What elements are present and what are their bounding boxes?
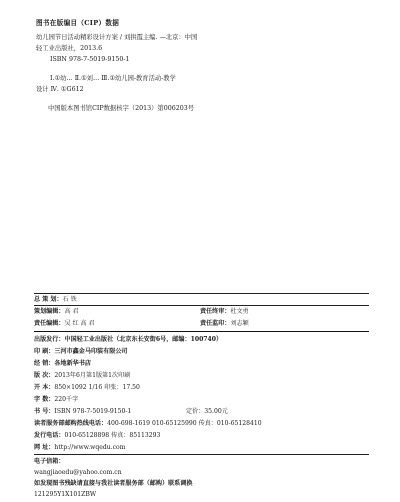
cip-isbn: ISBN 978-7-5019-9150-1 [50,56,130,63]
credit-planner-value: 石 铁 [62,296,77,303]
pub-email [34,458,64,466]
cip-subject-line-2: 设计 Ⅳ. ①G612 [36,86,84,93]
cip-publisher-line: 轻工业出版社，2013.6 [36,45,103,52]
pub-sales-phone [34,432,160,440]
cip-title-line: 幼儿园节日活动精彩设计方案 / 刘拱霞主编. —北京：中国 [36,34,198,41]
credit-row-editors [34,308,369,316]
pub-edition-label: 版 次： [34,372,55,379]
pub-hotline-value: 400-698-1619 010-65125990 传真：010-65128410 [107,420,262,427]
pub-hotline [34,420,262,428]
credit-planner-label: 总 策 划： [34,296,63,303]
pub-wordcount [34,396,78,404]
pub-format [34,384,140,392]
credit-planner [34,296,77,304]
pub-publisher [34,336,222,344]
pub-format-value: 850×1092 1/16 印张：17.50 [54,384,140,391]
pub-edition [34,372,130,380]
pub-code: 121295Y1X101ZBW [34,491,97,498]
pub-distributor [34,360,91,368]
cip-subject-line-1: Ⅰ.①幼… Ⅱ.①刘… Ⅲ.①幼儿园-教育活动-教学 [50,75,176,82]
credits-rule-2 [34,305,369,306]
pub-website [34,444,126,452]
pub-wordcount-label: 字 数： [34,396,55,403]
pub-website-value: http://www.wqedu.com [54,444,126,451]
pub-format-label: 开 本： [34,384,55,391]
credit-final-review [200,308,249,316]
credits-bottom-rule [34,331,369,332]
pub-distributor-label: 经 销： [34,360,55,367]
pub-distributor-value: 各地新华书店 [54,360,91,367]
pub-isbn-label: 书 号： [34,408,55,415]
pub-printer-value: 三河市鑫金马印装有限公司 [54,348,128,355]
cip-record-number: 中国版本图书馆CIP数据核字（2013）第006203号 [48,105,195,112]
pub-email-label: 电子信箱： [34,458,65,465]
credit-supervisor [200,320,249,328]
credit-row-responsible [34,320,369,328]
pub-printer [34,348,128,356]
pub-isbn [34,408,369,416]
pub-hotline-label: 读者服务部邮购热线电话： [34,420,108,427]
credit-responsible-editor-label: 责任编辑： [34,320,65,327]
pub-rule [34,454,369,455]
pub-email-value: wangjiaoedu@yahoo.com.cn [34,469,122,476]
pub-notice: 如发现图书残缺请直接与我社读者服务部（邮购）联系调换 [34,480,193,487]
credit-supervisor-label: 责任监印： [200,320,231,327]
pub-price: 定价：35.00元 [186,408,228,415]
credit-final-review-label: 责任终审： [200,308,231,315]
pub-isbn-value: ISBN 978-7-5019-9150-1 [54,408,132,415]
pub-sales-phone-value: 010-65128898 传真：85113293 [64,432,161,439]
pub-sales-phone-label: 发行电话： [34,432,65,439]
pub-publisher-label: 出版发行： [34,336,65,343]
pub-edition-value: 2013年6月第1版第1次印刷 [54,372,131,379]
pub-website-label: 网 址： [34,444,55,451]
pub-publisher-value: 中国轻工业出版社（北京东长安街6号，邮编：100740） [64,336,223,343]
credit-final-review-value: 杜文勇 [230,308,249,315]
credit-supervisor-value: 刘志颖 [230,320,249,327]
credit-planning-editor-label: 策划编辑： [34,308,65,315]
credit-planning-editor-value: 高 君 [64,308,79,315]
credits-top-rule [34,293,369,294]
pub-printer-label: 印 刷： [34,348,55,355]
credit-responsible-editor-value: 吴 红 高 君 [64,320,95,327]
pub-wordcount-value: 220千字 [54,396,79,403]
cip-heading: 图书在版编目（CIP）数据 [36,19,120,27]
